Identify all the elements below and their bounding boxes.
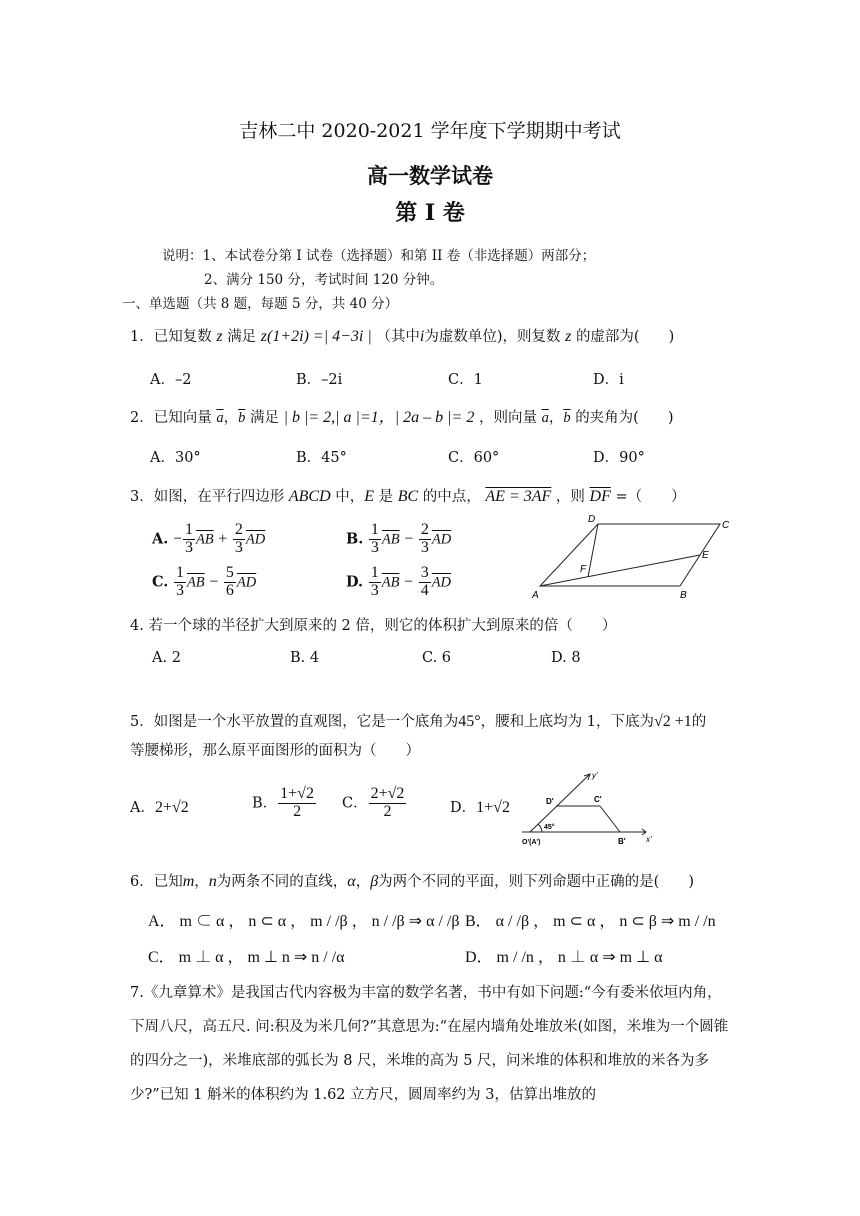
option-label: D. (346, 573, 364, 591)
instruction-line-1: 说明：1、本试卷分第 I 试卷（选择题）和第 II 卷（非选择题）两部分； (162, 248, 596, 264)
label-a: A (532, 590, 539, 601)
frac-den: 3 (370, 581, 379, 599)
option-vector: $\overline{AB}$ (381, 574, 400, 591)
q5-option-c (342, 786, 407, 821)
option-vector: $\overline{AD}$ (431, 531, 452, 548)
q5-option-d (450, 796, 510, 817)
q2-text: ，则向量 (478, 410, 537, 426)
q5-text: 5．如图是一个水平放置的直观图，它是一个底角为 (130, 714, 459, 730)
q3-option-b (346, 522, 451, 557)
option-label: B. (346, 530, 364, 548)
frac-den: 3 (234, 538, 243, 556)
frac-num: 1 (370, 564, 379, 581)
q5-option-a (130, 796, 189, 817)
y-axis (530, 774, 590, 832)
question-1 (130, 325, 674, 346)
frac-num: 2 (234, 521, 243, 538)
q6-option-a: A． m ⊂ α ， n ⊂ α ， m / /β ， n / /β ⇒ α / /β (148, 913, 460, 930)
q5-trapezoid-figure (518, 766, 658, 850)
label-b: B (680, 590, 687, 601)
q1-text: 1．已知复数 (130, 329, 212, 345)
frac-num: 2+√2 (370, 785, 405, 802)
q1-var-z: z (565, 328, 572, 345)
q3-text: 中， (335, 489, 365, 505)
label-c: C (722, 520, 730, 531)
option-label: A． (130, 800, 155, 816)
label-e: E (702, 550, 709, 561)
q3-text: =（ ） (615, 489, 686, 505)
option-operator: − (404, 530, 414, 548)
label-f: F (580, 564, 587, 575)
option-expr: 1+√2 (476, 799, 510, 816)
option-vector: $\overline{AB}$ (381, 531, 400, 548)
option-sign: − (172, 530, 182, 548)
exam-school-title: 吉林二中 2020-2021 学年度下学期期中考试 (239, 120, 621, 142)
q2-option-b: B．45° (296, 450, 347, 466)
q3-parallelogram: ABCD (288, 488, 331, 505)
option-expr: 2+√2 (154, 799, 189, 816)
frac-num: 5 (225, 564, 234, 581)
frac-num: 1 (175, 564, 184, 581)
fraction (278, 786, 316, 821)
frac-num: 1 (184, 521, 193, 538)
section-heading: 一、单选题（共 8 题，每题 5 分，共 40 分） (122, 296, 399, 312)
fraction (419, 565, 431, 600)
q2-option-a: A．30° (150, 450, 201, 466)
q1-text: 满足 (227, 329, 257, 345)
q1-option-b: B．–2i (296, 372, 343, 388)
q6-option-d: D． m / /n ， n ⊥ α ⇒ m ⊥ α (465, 949, 663, 966)
q1-option-d: D．i (593, 372, 624, 388)
q3-option-d (346, 565, 451, 600)
fraction (233, 522, 245, 557)
question-6: 6．已知m，n为两条不同的直线，α，β为两个不同的平面，则下列命题中正确的是( ) (130, 873, 694, 890)
q1-text: 为虚数单位)，则复数 (424, 329, 561, 345)
q3-segment-bc: BC (397, 488, 419, 505)
frac-num: 3 (420, 564, 429, 581)
q4-option-c: C. 6 (422, 650, 452, 666)
question-7: 7.《九章算术》是我国古代内容极为丰富的数学名著，书中有如下问题:“今有委米依垣内角，下周八尺，高五尺. 问:积及为米几何?”其意思为:“在屋内墙角处堆放米(如图，米堆为一个圆锥的四分之一)，米堆底部的弧长为 8 尺，米堆的高为 5 尺，问米堆的体积和堆放的米各为多少?”已知 1 斛米的体积约为 1.62 立方尺，圆周率约为 3，估算出堆放的 (130, 985, 729, 1103)
option-vector: $\overline{AD}$ (245, 531, 266, 548)
q2-option-d: D．90° (593, 450, 645, 466)
q5-base: √2 +1 (653, 713, 692, 730)
q6-var-m: m (182, 873, 195, 890)
option-operator: + (218, 530, 228, 548)
label-d: D' (546, 797, 554, 806)
q2-vector-a: $\overline{a}$ (216, 410, 224, 426)
q3-option-a (152, 522, 265, 557)
q5-option-b (252, 786, 317, 821)
q2-vector-a: $\overline{a}$ (541, 410, 549, 426)
q1-text: （其中 (376, 329, 420, 345)
segment-df (588, 524, 598, 577)
q1-option-a: A．–2 (150, 372, 192, 388)
q6-option-c: C． m ⊥ α ， m ⊥ n ⇒ n / /α (148, 949, 345, 966)
q5-text: 的 (691, 714, 707, 730)
q5-angle: 45° (458, 713, 481, 730)
label-b: B' (618, 837, 626, 846)
label-d: D (588, 514, 596, 525)
q6-var-n: n (208, 873, 217, 890)
angle-arc (538, 824, 542, 832)
fraction (183, 522, 195, 557)
q1-var-i: i (419, 328, 425, 345)
q2-vector-b: $\overline{b}$ (563, 410, 571, 426)
frac-den: 3 (420, 538, 429, 556)
option-label: A. (152, 530, 169, 548)
option-vector: $\overline{AD}$ (431, 574, 452, 591)
paper-title: 高一数学试卷 (367, 163, 493, 188)
q3-text: ，则 (555, 489, 585, 505)
q3-option-c (152, 565, 256, 600)
question-4: 4. 若一个球的半径扩大到原来的 2 倍，则它的体积扩大到原来的倍（ ） (130, 618, 617, 634)
label-o: O'(A') (522, 839, 541, 846)
q6-text: 为两个不同的平面，则下列命题中正确的是( ) (378, 874, 694, 890)
fraction (369, 522, 381, 557)
q6-text: 为两条不同的直线， (216, 874, 348, 890)
option-label: C． (342, 795, 368, 812)
option-operator: − (404, 573, 414, 591)
frac-den: 6 (225, 581, 234, 599)
q3-condition: AE = 3AF (485, 488, 552, 505)
q2-text: 2．已知向量 (130, 410, 212, 426)
frac-den: 4 (420, 581, 429, 599)
frac-den: 3 (175, 581, 184, 599)
option-label: D． (450, 800, 477, 816)
q3-point-e: E (364, 488, 375, 505)
option-operator: − (209, 573, 219, 591)
q2-text: 满足 (249, 410, 279, 426)
label-c: C' (594, 795, 602, 804)
q2-text: 的夹角为( ) (575, 410, 674, 426)
q3-parallelogram-figure (530, 510, 740, 602)
q2-option-c: C．60° (448, 450, 500, 466)
q6-var-alpha: α (347, 873, 356, 890)
frac-num: 1 (370, 521, 379, 538)
frac-den: 2 (293, 802, 302, 820)
fraction (369, 786, 407, 821)
frac-den: 2 (383, 802, 392, 820)
option-label: B． (252, 795, 278, 812)
question-5-line-1 (130, 710, 706, 731)
question-3 (130, 485, 686, 506)
q3-text: 的中点， (422, 489, 481, 505)
q6-var-beta: β (370, 873, 379, 890)
frac-num: 2 (420, 521, 429, 538)
option-vector: $\overline{AB}$ (186, 574, 205, 591)
option-label: C. (152, 573, 169, 591)
option-vector: $\overline{AD}$ (236, 574, 257, 591)
fraction (369, 565, 381, 600)
instruction-line-2: 2、满分 150 分，考试时间 120 分钟。 (204, 272, 444, 288)
parallelogram-outline (540, 524, 720, 586)
q6-text: 6．已知 (130, 874, 183, 890)
fraction (224, 565, 236, 600)
label-angle: 45° (544, 824, 555, 831)
label-x: x' (646, 835, 652, 844)
question-5-line-2: 等腰梯形，那么原平面图形的面积为（ ） (130, 743, 420, 759)
frac-den: 3 (370, 538, 379, 556)
frac-den: 3 (184, 538, 193, 556)
q1-text: 的虚部为( ) (575, 329, 675, 345)
fraction (419, 522, 431, 557)
q3-text: 是 (378, 489, 394, 505)
q1-option-c: C．1 (448, 372, 483, 388)
q2-condition: | b |= 2,| a |=1，| 2a – b |= 2 (283, 409, 475, 426)
right-leg (600, 806, 620, 832)
q3-text: 3．如图，在平行四边形 (130, 489, 285, 505)
q1-equation: z(1+2i) =| 4−3i | (260, 328, 372, 345)
fraction (174, 565, 186, 600)
frac-num: 1+√2 (280, 785, 314, 802)
q4-option-b: B. 4 (290, 650, 320, 666)
q6-option-b: B． α / /β ， m ⊂ α ， n ⊂ β ⇒ m / /n (465, 913, 716, 930)
q4-option-a: A. 2 (152, 650, 181, 666)
q3-vector-df: $\overline{DF}$ (589, 488, 611, 505)
question-2: 2．已知向量 $\overline{a}$，$\overline{b}$ 满足 | b |= 2,| a |=1，| 2a – b |= 2 ，则向量 $\overline{a}$，$\overline{b}$ 的夹角为( ) (130, 409, 674, 426)
option-vector: $\overline{AB}$ (195, 531, 214, 548)
q4-option-d: D. 8 (551, 650, 581, 666)
q1-var-z: z (216, 328, 223, 345)
q2-vector-b: $\overline{b}$ (238, 410, 246, 426)
q5-text: ，腰和上底均为 1，下底为 (480, 714, 654, 730)
label-y: y' (592, 771, 598, 780)
volume-title: 第 I 卷 (395, 200, 465, 226)
